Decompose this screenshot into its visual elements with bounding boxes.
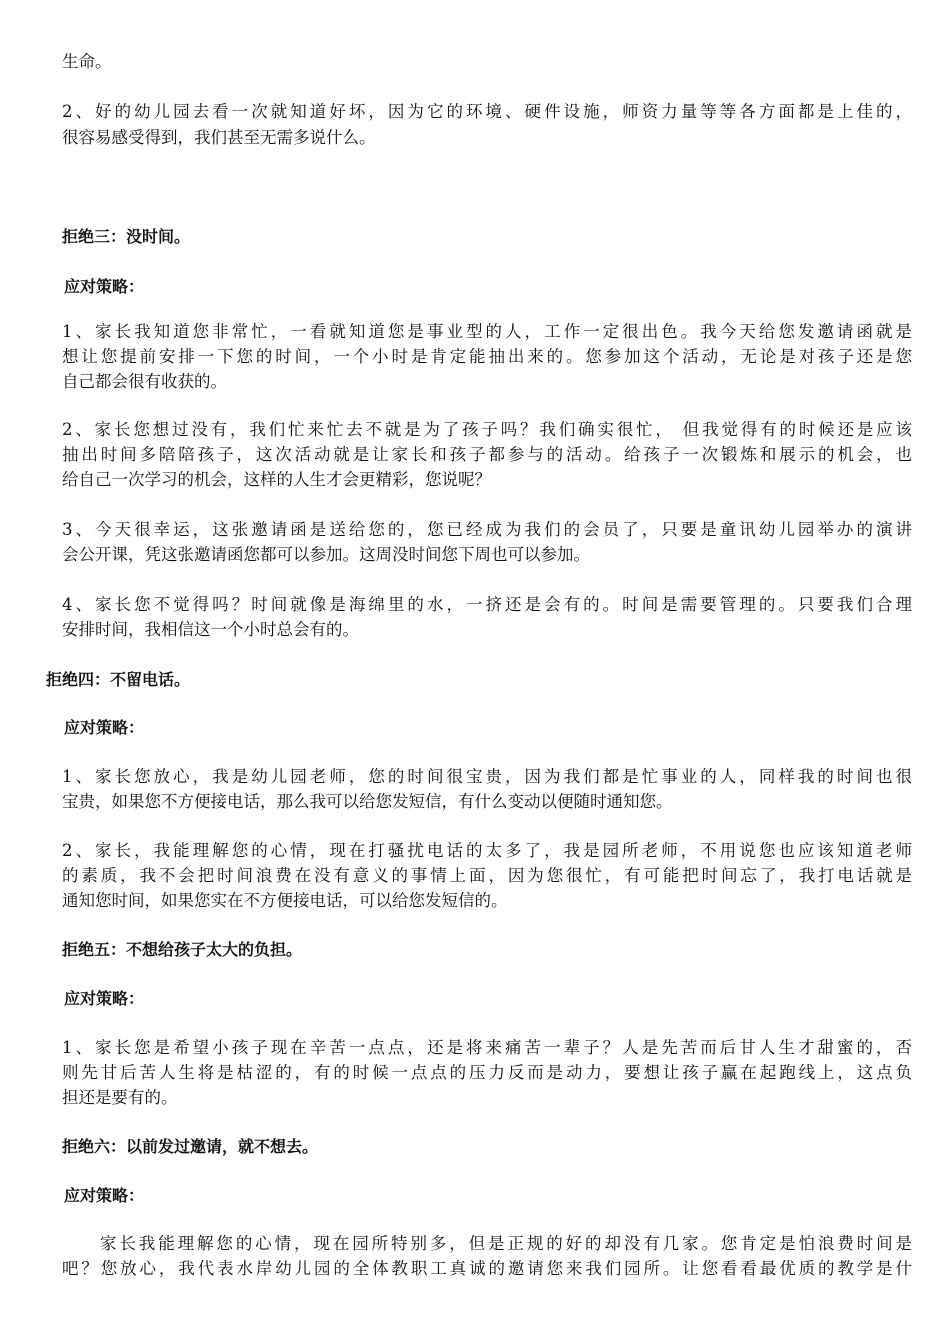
strategy-heading: 应对策略： bbox=[64, 1186, 145, 1205]
paragraph-line: 1、家长我知道您非常忙，一看就知道您是事业型的人，工作一定很出色。我今天给您发邀请函就是 bbox=[62, 322, 912, 341]
paragraph-line: 想让您提前安排一下您的时间，一个小时是肯定能抽出来的。您参加这个活动，无论是对孩子还是您 bbox=[62, 347, 912, 366]
strategy-heading: 应对策略： bbox=[64, 989, 145, 1008]
paragraph-line: 通知您时间，如果您实在不方便接电话，可以给您发短信的。 bbox=[62, 891, 508, 910]
section-heading: 拒绝五：不想给孩子太大的负担。 bbox=[62, 940, 303, 959]
paragraph-line: 宝贵，如果您不方便接电话，那么我可以给您发短信，有什么变动以便随时通知您。 bbox=[62, 792, 673, 811]
paragraph-line: 2、家长您想过没有，我们忙来忙去不就是为了孩子吗？我们确实很忙， 但我觉得有的时候还是应该 bbox=[62, 420, 912, 439]
paragraph-line: 3、今天很幸运，这张邀请函是送给您的，您已经成为我们的会员了，只要是童讯幼儿园举办的演讲 bbox=[62, 520, 912, 539]
paragraph-line: 自己都会很有收获的。 bbox=[62, 372, 227, 391]
section-heading: 拒绝三：没时间。 bbox=[62, 227, 191, 246]
paragraph-line: 安排时间，我相信这一个小时总会有的。 bbox=[62, 620, 359, 639]
section-heading: 拒绝四：不留电话。 bbox=[46, 670, 191, 689]
paragraph-line: 会公开课，凭这张邀请函您都可以参加。这周没时间您下周也可以参加。 bbox=[62, 545, 590, 564]
paragraph-line: 的素质，我不会把时间浪费在没有意义的事情上面，因为您很忙，有可能把时间忘了，我打电话就是 bbox=[62, 866, 912, 885]
paragraph-line: 家长我能理解您的心情，现在园所特别多，但是正规的好的却没有几家。您肯定是怕浪费时间是 bbox=[100, 1234, 912, 1253]
paragraph-line: 抽出时间多陪陪孩子，这次活动就是让家长和孩子都参与的活动。给孩子一次锻炼和展示的机会，也 bbox=[62, 445, 912, 464]
paragraph-line: 很容易感受得到，我们甚至无需多说什么。 bbox=[62, 128, 376, 147]
section-heading: 拒绝六：以前发过邀请，就不想去。 bbox=[62, 1137, 319, 1156]
paragraph-line: 1、家长您是希望小孩子现在辛苦一点点，还是将来痛苦一辈子？人是先苦而后甘人生才甜蜜的，否 bbox=[62, 1038, 912, 1057]
paragraph-line: 2、好的幼儿园去看一次就知道好坏，因为它的环境、硬件设施，师资力量等等各方面都是上佳的， bbox=[62, 102, 912, 121]
paragraph-line: 生命。 bbox=[62, 52, 112, 71]
paragraph-line: 吧？您放心，我代表水岸幼儿园的全体教职工真诚的邀请您来我们园所。让您看看最优质的教学是什 bbox=[62, 1259, 912, 1278]
strategy-heading: 应对策略： bbox=[64, 277, 145, 296]
strategy-heading: 应对策略： bbox=[64, 718, 145, 737]
paragraph-line: 则先甘后苦人生将是枯涩的，有的时候一点点的压力反而是动力，要想让孩子赢在起跑线上，这点负 bbox=[62, 1063, 912, 1082]
paragraph-line: 给自己一次学习的机会，这样的人生才会更精彩，您说呢？ bbox=[62, 470, 491, 489]
paragraph-line: 担还是要有的。 bbox=[62, 1088, 178, 1107]
paragraph-line: 2、家长，我能理解您的心情，现在打骚扰电话的太多了，我是园所老师，不用说您也应该知道老师 bbox=[62, 841, 912, 860]
paragraph-line: 4、家长您不觉得吗？时间就像是海绵里的水，一挤还是会有的。时间是需要管理的。只要我们合理 bbox=[62, 595, 912, 614]
paragraph-line: 1、家长您放心，我是幼儿园老师，您的时间很宝贵，因为我们都是忙事业的人，同样我的时间也很 bbox=[62, 767, 912, 786]
